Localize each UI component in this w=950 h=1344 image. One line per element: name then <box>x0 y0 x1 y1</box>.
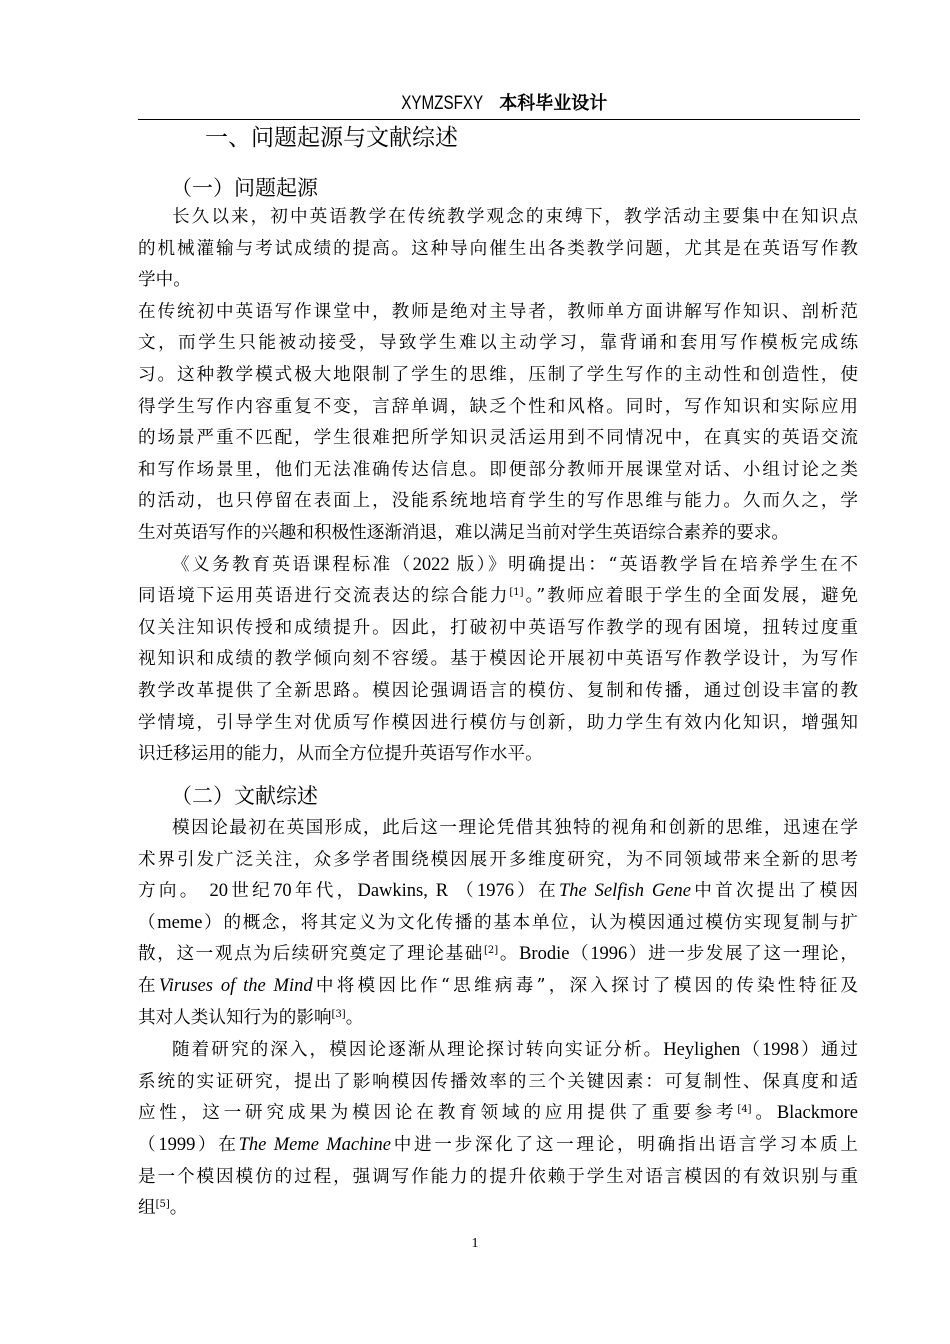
text-run: 1976 <box>476 881 514 902</box>
text-run: 在传统初中英语写作课堂中，教师是绝对主导者，教师单方面讲解写作知识、剖析范 <box>138 301 858 322</box>
citation-ref: [3] <box>331 1008 346 1020</box>
text-line <box>138 518 858 550</box>
text-line <box>138 550 858 582</box>
text-run: 版）》明确提出：“英语教学旨在培养学生在不 <box>456 554 858 575</box>
text-run: 中首次提出了模因 <box>690 881 858 902</box>
text-line <box>138 202 858 234</box>
text-line <box>138 676 858 708</box>
text-run: 术界引发广泛关注，众多学者围绕模因展开多维度研究，为不同领域带来全新的思考 <box>138 849 858 870</box>
text-run: 的活动，也只停留在表面上，没能系统地培育学生的写作思维与能力。久而久之，学 <box>138 491 858 512</box>
text-run: 年代， <box>291 881 358 902</box>
text-line <box>138 581 858 613</box>
text-run: 模因论最初在英国形成，此后这一理论凭借其独特的视角和创新的思维，迅速在学 <box>172 818 858 838</box>
text-run: 世纪 <box>228 881 274 902</box>
text-line <box>138 908 858 940</box>
text-line <box>138 1193 858 1225</box>
text-run: （ <box>138 912 158 933</box>
citation-ref: [5] <box>155 1199 170 1211</box>
text-run: 仅关注知识传授和成绩提升。因此，打破初中英语写作教学的现有困境，扭转过度重 <box>138 617 858 638</box>
text-run: ）在 <box>513 881 559 902</box>
text-run: 2022 <box>412 554 457 575</box>
text-line <box>138 1067 858 1099</box>
chapter-heading: 一、问题起源与文献综述 <box>205 125 458 151</box>
page-number: 1 <box>471 1236 479 1251</box>
text-line <box>138 813 858 845</box>
text-line <box>138 328 858 360</box>
text-run: 的场景严重不匹配，学生很难把所学知识灵活运用到不同情况中，在真实的英语交流 <box>138 428 858 449</box>
text-run: 识迁移运用的能力，从而全方位提升英语写作水平。 <box>138 744 543 765</box>
text-run: 习。这种教学模式极大地限制了学生的思维，压制了学生写作的主动性和创造性，使 <box>138 364 858 385</box>
text-line <box>138 360 858 392</box>
book-title: Viruses of the Mind <box>158 975 313 996</box>
text-line <box>138 708 858 740</box>
text-run: ）在 <box>195 1134 239 1155</box>
book-title: The Meme Machine <box>238 1134 391 1155</box>
text-run: 组 <box>138 1198 156 1219</box>
book-title: The Selfish Gene <box>558 881 691 902</box>
citation-ref: [1] <box>509 587 524 599</box>
text-line <box>138 455 858 487</box>
text-run: 在 <box>138 975 159 996</box>
text-run: 1999 <box>158 1134 196 1155</box>
text-line <box>138 1003 858 1035</box>
text-line <box>138 486 858 518</box>
text-line <box>138 1130 858 1162</box>
page-header <box>138 90 860 117</box>
text-run: Blackmore <box>776 1103 858 1124</box>
paragraph <box>138 550 858 771</box>
text-run: 中将模因比作“思维病毒”，深入探讨了模因的传染性特征及 <box>312 975 858 996</box>
text-run: （ <box>569 944 591 965</box>
text-line <box>138 234 858 266</box>
text-run: 得学生写作内容重复不变，言辞单调，缺乏个性和风格。同时，写作知识和实际应用 <box>138 396 858 417</box>
paragraph <box>138 202 858 297</box>
text-run: 文，而学生只能被动接受，导致学生难以主动学习，靠背诵和套用写作模板完成练 <box>138 333 858 354</box>
text-line <box>138 739 858 771</box>
text-run: 长久以来，初中英语教学在传统教学观念的束缚下，教学活动主要集中在知识点 <box>172 207 858 227</box>
text-line <box>138 423 858 455</box>
text-run: 视知识和成绩的教学倾向刻不容缓。基于模因论开展初中英语写作教学设计，为写作 <box>138 649 858 670</box>
text-run: 散，这一观点为后续研究奠定了理论基础 <box>138 944 485 965</box>
text-run: 20 <box>209 881 229 902</box>
section-body-origin <box>138 202 858 771</box>
text-run: Dawkins, R <box>357 881 457 902</box>
text-run: 。 <box>498 944 520 965</box>
text-line <box>138 392 858 424</box>
text-run: （ <box>456 881 477 902</box>
section-heading-origin: （一）问题起源 <box>171 176 318 200</box>
text-run: 中进一步深化了这一理论，明确指出语言学习本质上 <box>390 1134 858 1155</box>
text-line <box>138 876 858 908</box>
text-run: 学中。 <box>138 270 191 291</box>
citation-ref: [2] <box>484 945 499 957</box>
text-line <box>138 1162 858 1194</box>
section-body-review <box>138 813 858 1225</box>
citation-ref: [4] <box>737 1104 752 1116</box>
text-run: 1998 <box>762 1040 800 1061</box>
text-run: ）通过 <box>799 1040 858 1061</box>
text-run: ）进一步发展了这一理论， <box>627 944 858 965</box>
text-run: 。”教师应着眼于学生的全面发展，避免 <box>523 586 858 607</box>
text-line <box>138 265 858 297</box>
text-line <box>138 845 858 877</box>
text-run: （ <box>138 1134 159 1155</box>
paragraph <box>138 297 858 550</box>
text-run: 学情境，引导学生对优质写作模因进行模仿与创新，助力学生有效内化知识，增强知 <box>138 712 858 733</box>
text-line <box>138 1035 858 1067</box>
text-run: 的机械灌输与考试成绩的提高。这种导向催生出各类教学问题，尤其是在英语写作教 <box>138 238 858 259</box>
text-line <box>138 939 858 971</box>
header-title: 本科毕业设计 <box>499 93 608 114</box>
header-school-code: XYMZSFXY <box>401 93 483 114</box>
text-run: 同语境下运用英语进行交流表达的综合能力 <box>138 586 510 607</box>
text-run: Heylighen <box>663 1040 741 1061</box>
paragraph <box>138 813 858 1034</box>
text-run: 。 <box>751 1103 777 1124</box>
text-run: 教学改革提供了全新思路。模因论强调语言的模仿、复制和传播，通过创设丰富的教 <box>138 680 858 701</box>
text-run: Brodie <box>519 944 570 965</box>
text-run: 是一个模因模仿的过程，强调写作能力的提升依赖于学生对语言模因的有效识别与重 <box>138 1166 858 1187</box>
section-heading-review: （二）文献综述 <box>171 784 318 808</box>
text-run: 70 <box>273 881 292 902</box>
header-rule <box>138 119 860 120</box>
text-run: 方向。 <box>138 881 210 902</box>
text-line <box>138 971 858 1003</box>
text-run: （ <box>740 1040 763 1061</box>
text-run: 系统的实证研究，提出了影响模因传播效率的三个关键因素：可复制性、保真度和适 <box>138 1071 858 1092</box>
text-run: 生对英语写作的兴趣和积极性逐渐消退，难以满足当前对学生英语综合素养的要求。 <box>138 522 789 543</box>
text-line <box>138 613 858 645</box>
text-line <box>138 644 858 676</box>
text-run: 。 <box>169 1198 188 1219</box>
paragraph <box>138 1035 858 1225</box>
text-run: 和写作场景里，他们无法准确传达信息。即便部分教师开展课堂对话、小组讨论之类 <box>138 459 858 480</box>
text-run: 随着研究的深入，模因论逐渐从理论探讨转向实证分析。 <box>172 1040 664 1061</box>
text-run: meme <box>157 912 203 933</box>
text-line <box>138 1098 858 1130</box>
text-line <box>138 297 858 329</box>
text-run: 《义务教育英语课程标准（ <box>172 554 413 575</box>
text-run: 。 <box>345 1007 364 1028</box>
text-run: ）的概念，将其定义为文化传播的基本单位，认为模因通过模仿实现复制与扩 <box>202 912 858 933</box>
text-run: 应性，这一研究成果为模因论在教育领域的应用提供了重要参考 <box>138 1103 738 1124</box>
text-run: 1996 <box>590 944 628 965</box>
text-run: 其对人类认知行为的影响 <box>138 1007 332 1028</box>
